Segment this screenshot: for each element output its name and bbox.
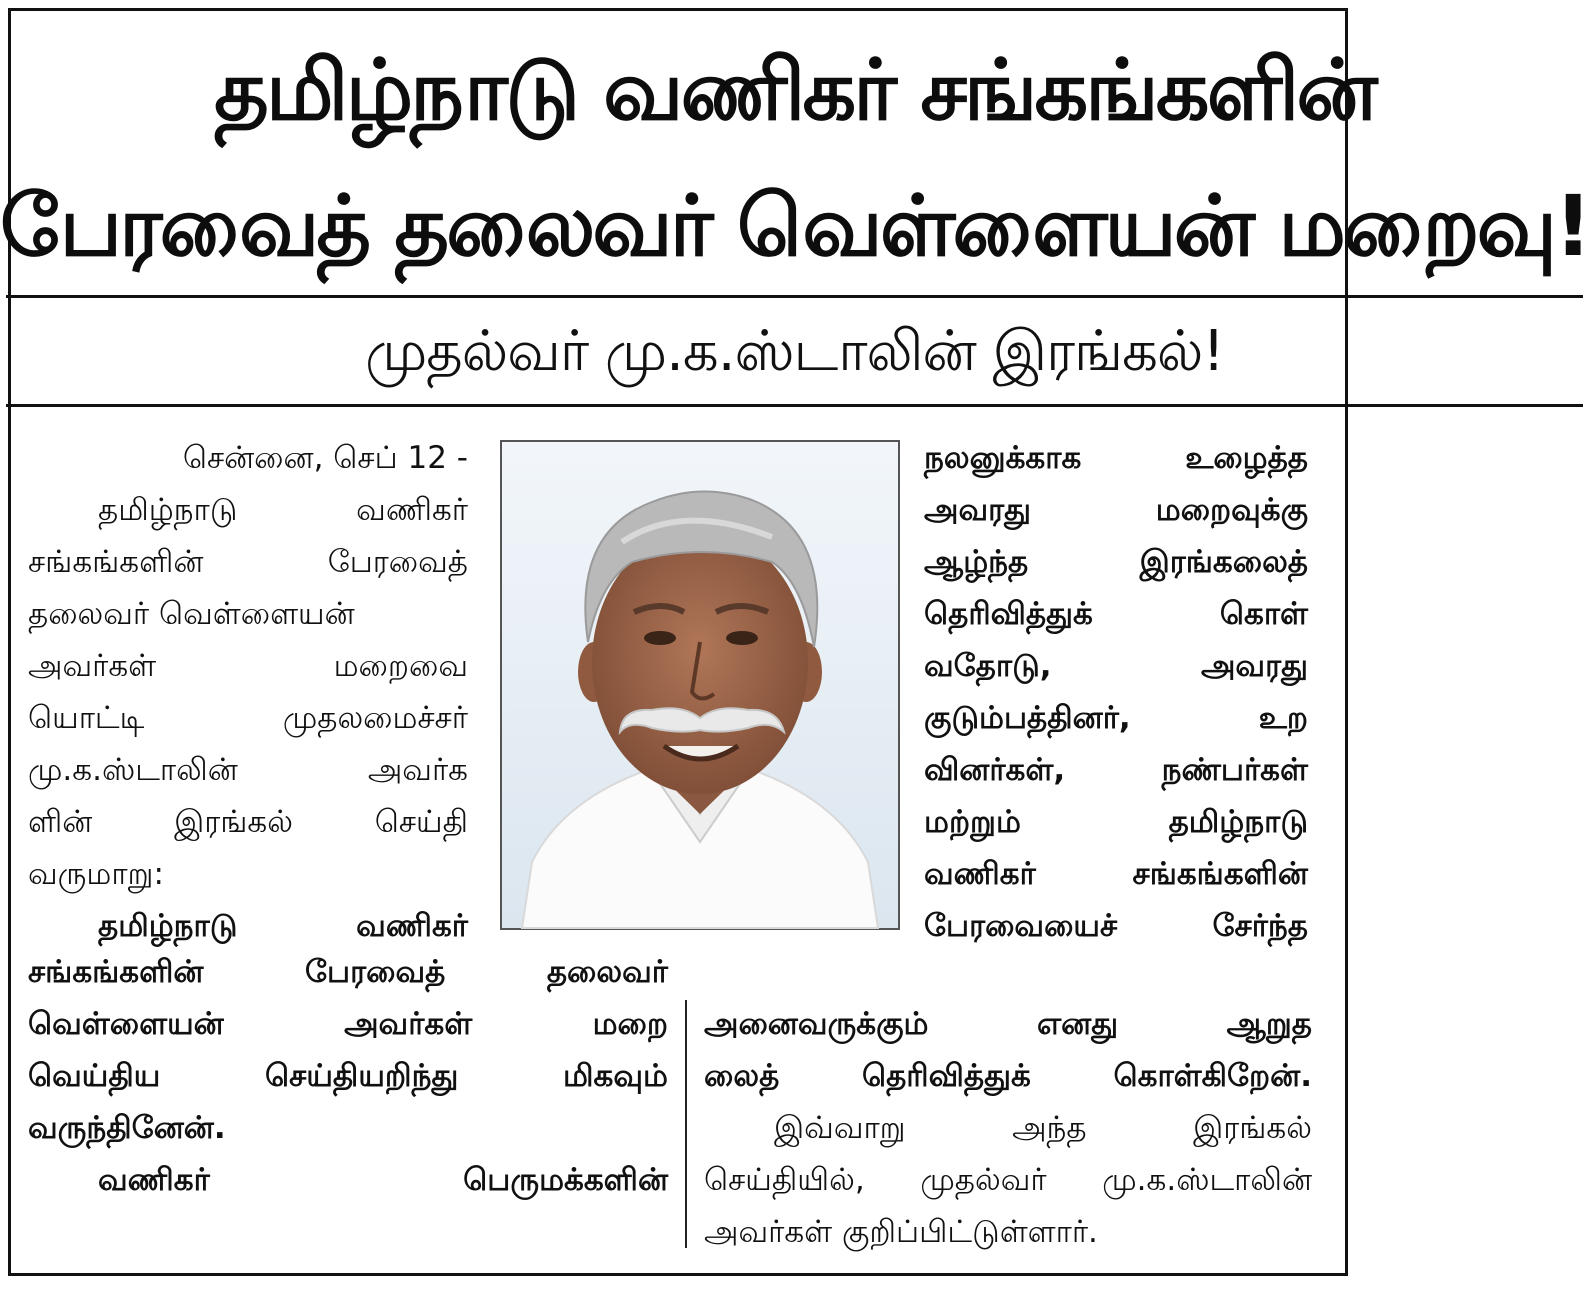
article-line: லைத் தெரிவித்துக் கொள்கிறேன். (704, 1058, 1312, 1094)
article-line: வெய்திய செய்தியறிந்து மிகவும் (28, 1058, 668, 1094)
portrait-image (502, 442, 898, 928)
article-line: வணிகர் சங்கங்களின் (924, 856, 1308, 892)
subheadline: முதல்வர் மு.க.ஸ்டாலின் இரங்கல்! (365, 319, 1224, 384)
subheadline-divider (6, 404, 1583, 407)
article-line: குடும்பத்தினர், உற (924, 700, 1308, 736)
article-line: ஆழ்ந்த இரங்கலைத் (924, 544, 1308, 580)
article-line: வணிகர் பெருமக்களின் (98, 1162, 668, 1198)
article-line: சங்கங்களின் பேரவைத் தலைவர் (28, 954, 668, 990)
dateline: சென்னை, செப் 12 - (182, 440, 468, 476)
article-line: அவர்கள் மறைவை (28, 648, 468, 684)
article-line: வதோடு, அவரது (924, 648, 1308, 684)
article-line: இவ்வாறு அந்த இரங்கல் (774, 1110, 1312, 1146)
article-line: யொட்டி முதலமைச்சர் (28, 700, 468, 736)
headline-line-2: பேரவைத் தலைவர் வெள்ளையன் மறைவு! (0, 177, 1589, 275)
article-column-2 (924, 432, 1308, 952)
article-line: தலைவர் வெள்ளையன் (28, 596, 355, 632)
portrait-photo (500, 440, 900, 930)
article-line: அவரது மறைவுக்கு (924, 492, 1308, 528)
article-line: நலனுக்காக உழைத்த (924, 440, 1308, 476)
article-column-1-continued (28, 946, 668, 1206)
article-column-3 (704, 998, 1312, 1258)
article-line: அனைவருக்கும் எனது ஆறுத (704, 1006, 1312, 1042)
article-line: வெள்ளையன் அவர்கள் மறை (28, 1006, 668, 1042)
column-divider (685, 1000, 687, 1248)
article-line: ளின் இரங்கல் செய்தி (28, 804, 468, 840)
article-line: வினர்கள், நண்பர்கள் (924, 752, 1308, 788)
headline-divider (6, 295, 1583, 298)
article-line: தெரிவித்துக் கொள் (924, 596, 1308, 632)
article-column-1 (28, 432, 468, 952)
article-line: பேரவையைச் சேர்ந்த (924, 908, 1308, 944)
article-line: செய்தியில், முதல்வர் மு.க.ஸ்டாலின் (704, 1162, 1312, 1198)
article-line: தமிழ்நாடு வணிகர் (98, 492, 468, 528)
article-line: வருந்தினேன். (28, 1110, 226, 1146)
article-line: மற்றும் தமிழ்நாடு (924, 804, 1308, 840)
article-line: வருமாறு: (28, 856, 164, 892)
headline-line-1: தமிழ்நாடு வணிகர் சங்கங்களின் (214, 41, 1375, 139)
article-line: சங்கங்களின் பேரவைத் (28, 544, 468, 580)
article-line: மு.க.ஸ்டாலின் அவர்க (28, 752, 468, 788)
article-line: அவர்கள் குறிப்பிட்டுள்ளார். (704, 1214, 1098, 1250)
article-line: தமிழ்நாடு வணிகர் (98, 908, 468, 944)
